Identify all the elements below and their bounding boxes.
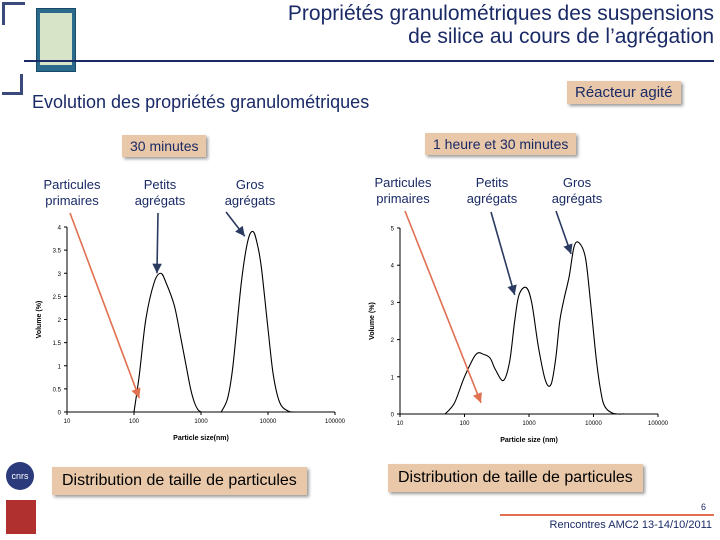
- left-x-tick-label: 1000: [194, 419, 208, 425]
- left-arrow-small: [157, 213, 158, 273]
- right-series-line-0: [445, 242, 624, 414]
- left-label-primary: Particules primaires: [43, 177, 101, 208]
- right-x-tick-label: 1000: [522, 421, 536, 427]
- cnrs-logo: cnrs: [6, 462, 34, 490]
- footer-rule: [500, 514, 714, 516]
- left-arrow-large: [226, 212, 245, 236]
- right-y-tick-label: 2: [390, 338, 394, 345]
- reactor-badge: Réacteur agité: [567, 81, 681, 104]
- left-x-tick-label: 10000: [259, 419, 277, 425]
- left-x-tick-label: 10: [63, 419, 71, 425]
- right-chart: [369, 227, 669, 445]
- right-y-tick-label: 4: [390, 263, 394, 270]
- right-x-axis-label: Particle size (nm): [500, 437, 558, 444]
- left-x-tick-label: 100: [128, 419, 140, 425]
- left-caption: Distribution de taille de particules: [52, 467, 307, 495]
- left-arrow-primary: [70, 213, 139, 398]
- university-logo: [6, 500, 36, 534]
- left-x-axis-label: Particle size(nm): [173, 435, 229, 442]
- left-label-large: Gros agrégats: [224, 177, 276, 208]
- right-x-tick-label: 100000: [647, 421, 669, 427]
- left-label-small: Petits agrégats: [134, 177, 186, 208]
- right-y-tick-label: 5: [390, 226, 394, 233]
- right-x-tick-label: 10: [396, 421, 404, 427]
- right-caption: Distribution de taille de particules: [388, 464, 643, 492]
- right-y-axis-label: Volume (%): [369, 302, 376, 340]
- left-x-tick-label: 100000: [324, 419, 346, 425]
- right-y-tick-label: 3: [390, 300, 394, 307]
- right-arrow-small: [491, 212, 515, 295]
- left-y-tick-label: 0.5: [52, 387, 61, 394]
- right-y-tick-label: 1: [390, 375, 394, 382]
- left-series-line-0: [134, 273, 201, 412]
- right-label-small: Petits agrégats: [466, 175, 518, 206]
- left-y-tick-label: 3: [57, 271, 61, 278]
- right-y-tick-label: 0: [390, 412, 394, 419]
- right-x-tick-label: 10000: [585, 421, 602, 427]
- left-series-line-1: [221, 231, 294, 412]
- right-label-large: Gros agrégats: [551, 175, 603, 206]
- left-time-label: 30 minutes: [122, 135, 206, 157]
- right-arrow-primary: [405, 211, 481, 403]
- section-subtitle: Evolution des propriétés granulométriques: [32, 92, 370, 112]
- left-y-tick-label: 1.5: [52, 341, 61, 348]
- left-y-tick-label: 2: [57, 318, 61, 324]
- left-y-tick-label: 4: [57, 225, 61, 232]
- left-y-tick-label: 3.5: [52, 248, 61, 255]
- page-number: 6: [700, 502, 706, 512]
- right-x-tick-label: 100: [459, 421, 470, 427]
- right-time-label: 1 heure et 30 minutes: [425, 133, 576, 155]
- right-arrow-large: [556, 211, 571, 254]
- left-chart: [36, 226, 346, 443]
- left-y-tick-label: 0: [57, 410, 61, 417]
- right-label-primary: Particules primaires: [374, 175, 432, 206]
- left-y-tick-label: 2.5: [52, 294, 61, 301]
- page-title: Propriétés granulométriques des suspensions de silice au cours de l’agrégation: [287, 2, 714, 48]
- footer-event: Rencontres AMC2 13-14/10/2011: [549, 519, 712, 531]
- left-y-tick-label: 1: [57, 364, 61, 371]
- left-y-axis-label: Volume (%): [36, 300, 43, 339]
